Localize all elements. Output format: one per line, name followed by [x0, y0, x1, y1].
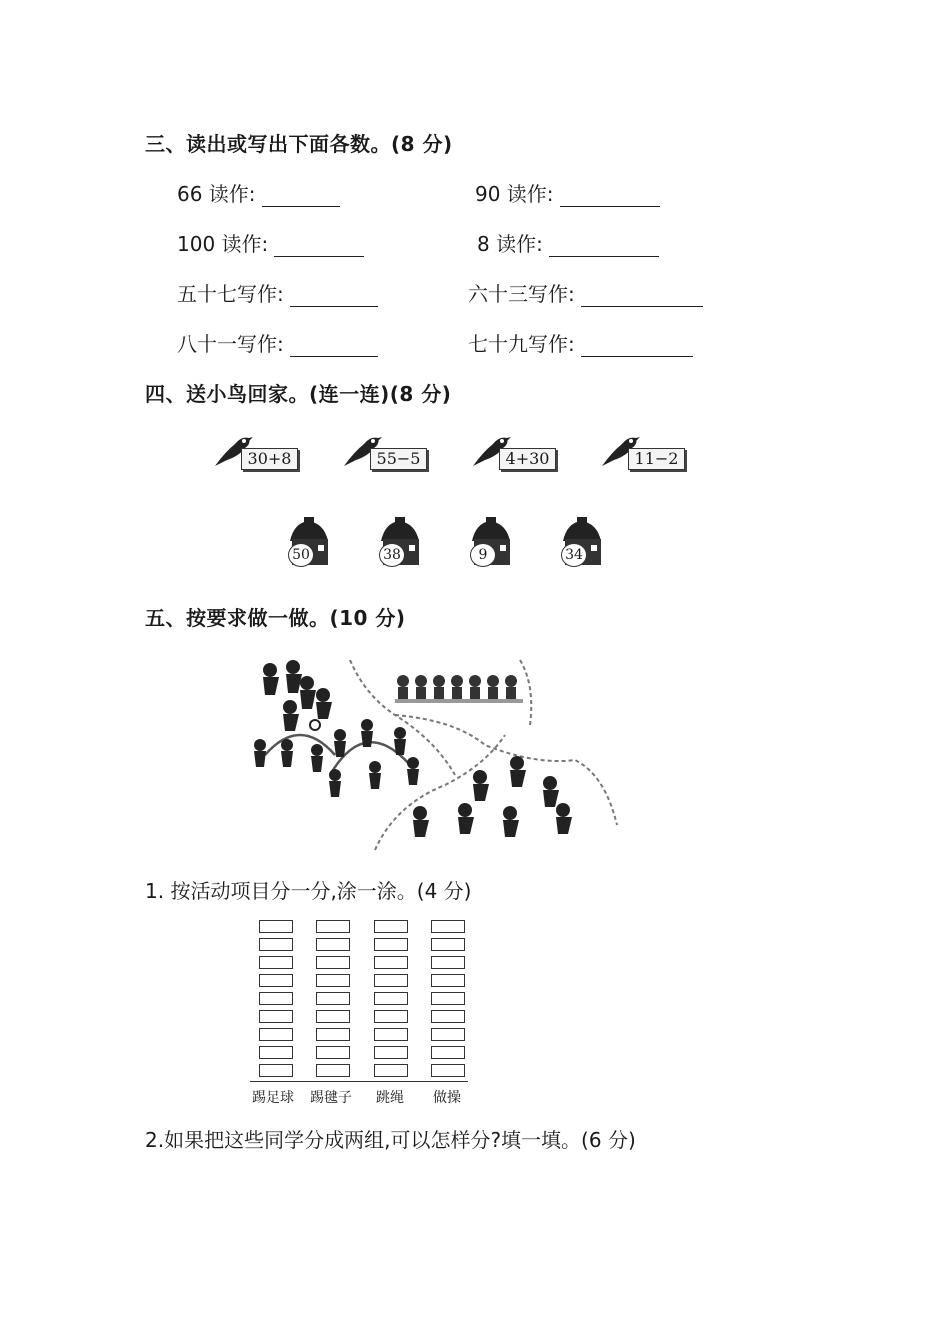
bird-equation: 4+30	[499, 448, 556, 470]
category-label: 踢足球	[252, 1090, 294, 1106]
answer-blank[interactable]	[560, 184, 660, 207]
bird-card-1[interactable]	[213, 430, 303, 474]
question-1: 1. 按活动项目分一分,涂一涂。(4 分)	[145, 879, 472, 903]
grid-cell[interactable]	[259, 1064, 293, 1077]
answer-blank[interactable]	[274, 234, 364, 257]
grid-cell[interactable]	[374, 1010, 408, 1023]
grid-cell[interactable]	[431, 956, 465, 969]
answer-blank[interactable]	[549, 234, 659, 257]
grid-cell[interactable]	[374, 992, 408, 1005]
grid-cell[interactable]	[316, 974, 350, 987]
bird-equation: 30+8	[241, 448, 298, 470]
bird-card-2[interactable]	[342, 430, 432, 474]
section4-heading: 四、送小鸟回家。(连一连)(8 分)	[145, 382, 452, 406]
question-2: 2.如果把这些同学分成两组,可以怎样分?填一填。(6 分)	[145, 1128, 636, 1152]
grid-cell[interactable]	[374, 1028, 408, 1041]
grid-cell[interactable]	[259, 1046, 293, 1059]
grid-cell[interactable]	[374, 956, 408, 969]
read-item-100: 100 读作:	[177, 228, 364, 257]
grid-cell[interactable]	[431, 938, 465, 951]
write-item-81: 八十一写作:	[177, 328, 378, 357]
category-label: 做操	[433, 1090, 461, 1106]
grid-cell[interactable]	[431, 974, 465, 987]
grid-column-shuttlecock	[316, 920, 350, 1082]
grid-cell[interactable]	[431, 1028, 465, 1041]
grid-cell[interactable]	[316, 938, 350, 951]
answer-blank[interactable]	[290, 284, 378, 307]
grid-cell[interactable]	[316, 1010, 350, 1023]
answer-blank[interactable]	[290, 334, 378, 357]
read-item-8: 8 读作:	[477, 228, 659, 257]
house-number: 34	[561, 543, 587, 567]
grid-cell[interactable]	[259, 938, 293, 951]
write-item-63: 六十三写作:	[468, 278, 703, 307]
house-3[interactable]	[466, 517, 516, 569]
grid-baseline	[250, 1081, 468, 1082]
house-1[interactable]	[284, 517, 334, 569]
grid-cell[interactable]	[374, 920, 408, 933]
bird-equation: 11−2	[628, 448, 685, 470]
grid-cell[interactable]	[316, 1028, 350, 1041]
grid-cell[interactable]	[431, 920, 465, 933]
read-item-90: 90 读作:	[475, 178, 660, 207]
section5-heading: 五、按要求做一做。(10 分)	[145, 606, 406, 630]
house-number: 50	[288, 543, 314, 567]
answer-blank[interactable]	[262, 184, 340, 207]
grid-cell[interactable]	[259, 956, 293, 969]
house-number: 9	[470, 543, 496, 567]
tally-grid	[250, 920, 468, 1110]
house-number: 38	[379, 543, 405, 567]
house-2[interactable]	[375, 517, 425, 569]
grid-column-soccer	[259, 920, 293, 1082]
grid-column-jump-rope	[374, 920, 408, 1082]
grid-cell[interactable]	[259, 992, 293, 1005]
grid-cell[interactable]	[374, 974, 408, 987]
answer-blank[interactable]	[581, 334, 693, 357]
grid-cell[interactable]	[374, 938, 408, 951]
write-item-57: 五十七写作:	[177, 278, 378, 307]
grid-cell[interactable]	[316, 956, 350, 969]
grid-cell[interactable]	[316, 1046, 350, 1059]
write-item-79: 七十九写作:	[468, 328, 693, 357]
grid-cell[interactable]	[374, 1064, 408, 1077]
grid-cell[interactable]	[374, 1046, 408, 1059]
grid-cell[interactable]	[259, 1010, 293, 1023]
grid-cell[interactable]	[259, 920, 293, 933]
answer-blank[interactable]	[581, 284, 703, 307]
grid-cell[interactable]	[316, 992, 350, 1005]
grid-cell[interactable]	[431, 992, 465, 1005]
grid-column-exercise	[431, 920, 465, 1082]
children-activities-illustration	[245, 655, 630, 855]
grid-cell[interactable]	[431, 1046, 465, 1059]
grid-cell[interactable]	[431, 1064, 465, 1077]
section3-heading: 三、读出或写出下面各数。(8 分)	[145, 132, 453, 156]
grid-cell[interactable]	[259, 1028, 293, 1041]
bird-card-3[interactable]	[471, 430, 561, 474]
category-label: 跳绳	[376, 1090, 404, 1106]
grid-cell[interactable]	[316, 1064, 350, 1077]
category-label: 踢毽子	[310, 1090, 352, 1106]
grid-cell[interactable]	[316, 920, 350, 933]
bird-equation: 55−5	[370, 448, 427, 470]
grid-cell[interactable]	[259, 974, 293, 987]
house-4[interactable]	[557, 517, 607, 569]
read-item-66: 66 读作:	[177, 178, 340, 207]
bird-card-4[interactable]	[600, 430, 690, 474]
grid-cell[interactable]	[431, 1010, 465, 1023]
